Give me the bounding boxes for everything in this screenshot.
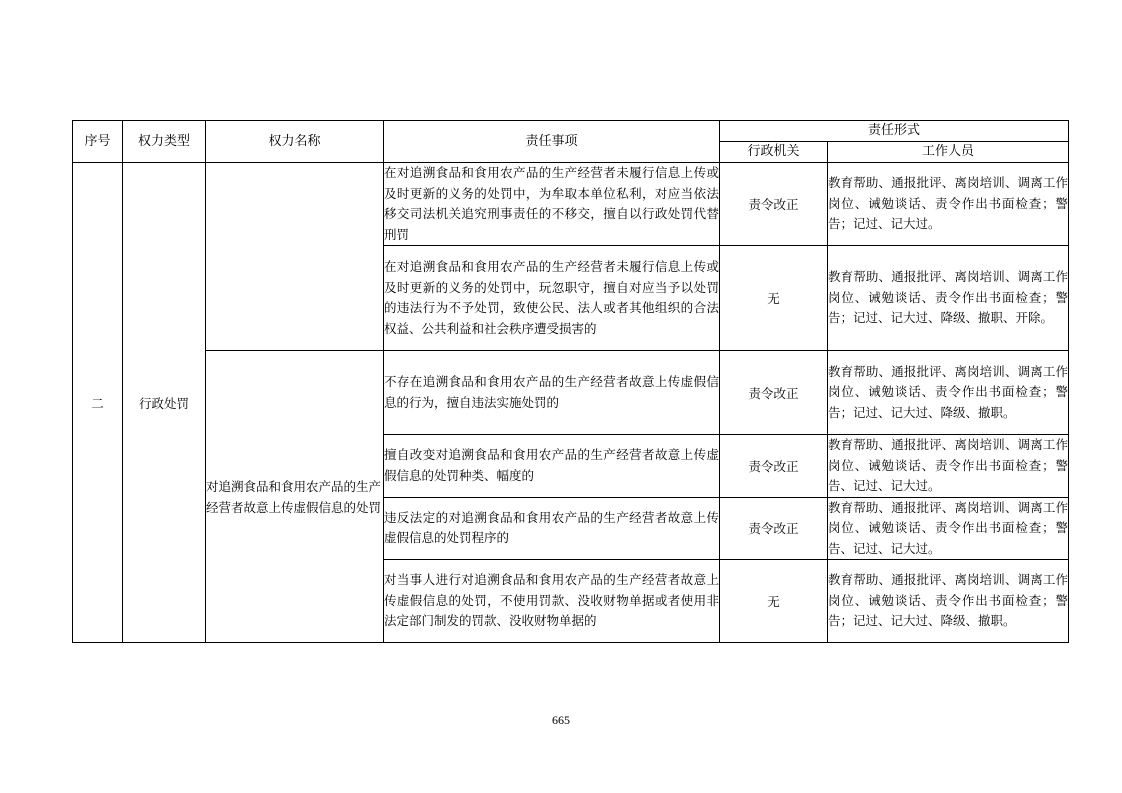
header-seq: 序号 xyxy=(73,121,123,163)
responsibility-item: 不存在追溯食品和食用农产品的生产经营者故意上传虚假信息的行为，擅自违法实施处罚的 xyxy=(384,351,720,435)
staff-cell: 教育帮助、通报批评、离岗培训、调离工作岗位、诫勉谈话、责令作出书面检查；警告；记过、记大过、降级、撤职、开除。 xyxy=(828,246,1069,351)
staff-cell: 教育帮助、通报批评、离岗培训、调离工作岗位、诫勉谈话、责令作出书面检查；警告、记过、记大过。 xyxy=(828,497,1069,560)
header-admin-organ: 行政机关 xyxy=(720,142,828,163)
header-staff: 工作人员 xyxy=(828,142,1069,163)
admin-organ-cell: 无 xyxy=(720,246,828,351)
header-responsibility: 责任事项 xyxy=(384,121,720,163)
staff-cell: 教育帮助、通报批评、离岗培训、调离工作岗位、诫勉谈话、责令作出书面检查；警告；记过、记大过、降级、撤职。 xyxy=(828,560,1069,643)
power-name-cell: 对追溯食品和食用农产品的生产经营者故意上传虚假信息的处罚 xyxy=(206,351,384,643)
header-responsibility-form: 责任形式 xyxy=(720,121,1069,142)
responsibility-table xyxy=(72,120,1069,643)
responsibility-item: 擅自改变对追溯食品和食用农产品的生产经营者故意上传虚假信息的处罚种类、幅度的 xyxy=(384,435,720,498)
seq-cell: 二 xyxy=(73,163,123,643)
staff-cell: 教育帮助、通报批评、离岗培训、调离工作岗位、诫勉谈话、责令作出书面检查；警告、记过、记大过。 xyxy=(828,435,1069,498)
admin-organ-cell: 责令改正 xyxy=(720,435,828,498)
staff-cell: 教育帮助、通报批评、离岗培训、调离工作岗位、诫勉谈话、责令作出书面检查；警告；记过、记大过、降级、撤职。 xyxy=(828,351,1069,435)
responsibility-item: 对当事人进行对追溯食品和食用农产品的生产经营者故意上传虚假信息的处罚，不使用罚款、没收财物单据或者使用非法定部门制发的罚款、没收财物单据的 xyxy=(384,560,720,643)
power-type-cell: 行政处罚 xyxy=(123,163,206,643)
admin-organ-cell: 责令改正 xyxy=(720,163,828,246)
power-name-cell-empty xyxy=(206,163,384,351)
responsibility-item: 在对追溯食品和食用农产品的生产经营者未履行信息上传或及时更新的义务的处罚中，玩忽职守，擅自对应当予以处罚的违法行为不予处罚，致使公民、法人或者其他组织的合法权益、公共利益和社会秩序遭受损害的 xyxy=(384,246,720,351)
table-row xyxy=(73,163,1069,246)
table-row xyxy=(73,351,1069,435)
header-power-type: 权力类型 xyxy=(123,121,206,163)
staff-cell: 教育帮助、通报批评、离岗培训、调离工作岗位、诫勉谈话、责令作出书面检查；警告；记过、记大过。 xyxy=(828,163,1069,246)
responsibility-item: 违反法定的对追溯食品和食用农产品的生产经营者故意上传虚假信息的处罚程序的 xyxy=(384,497,720,560)
admin-organ-cell: 无 xyxy=(720,560,828,643)
page-number: 665 xyxy=(552,713,570,727)
admin-organ-cell: 责令改正 xyxy=(720,497,828,560)
responsibility-item: 在对追溯食品和食用农产品的生产经营者未履行信息上传或及时更新的义务的处罚中，为牟取本单位私利，对应当依法移交司法机关追究刑事责任的不移交，擅自以行政处罚代替刑罚 xyxy=(384,163,720,246)
header-power-name: 权力名称 xyxy=(206,121,384,163)
admin-organ-cell: 责令改正 xyxy=(720,351,828,435)
